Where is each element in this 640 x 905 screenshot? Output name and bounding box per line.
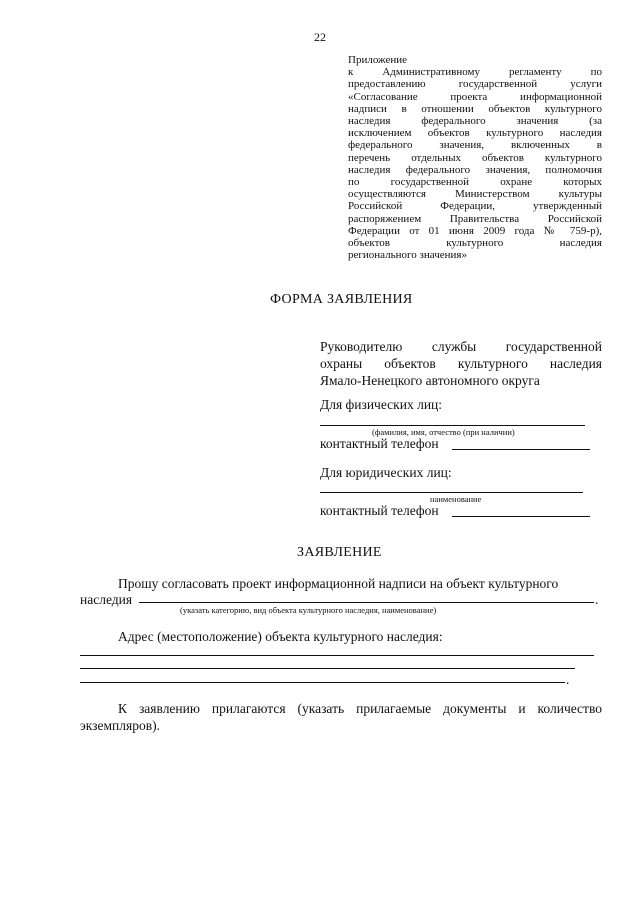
appendix-line: «Согласование проекта информационной	[348, 90, 602, 103]
legal-entity-phone-field[interactable]	[452, 516, 590, 517]
addressee-line: Ямало-Ненецкого автономного округа	[320, 373, 540, 388]
object-description-field[interactable]	[139, 602, 594, 603]
address-end-mark: .	[566, 672, 570, 687]
appendix-line: осуществляются Министерством культуры	[348, 188, 602, 201]
page-number: 22	[314, 30, 326, 44]
individual-name-field[interactable]	[320, 425, 585, 426]
individual-phone-field[interactable]	[452, 449, 590, 450]
address-field-line-2[interactable]	[80, 668, 575, 669]
appendix-line: наследия федерального значения, полномочия	[348, 163, 602, 176]
appendix-line: федерального значения, включенных в	[348, 139, 602, 152]
appendix-line: объектов культурного наследия	[348, 237, 602, 250]
individuals-label: Для физических лиц:	[320, 397, 443, 412]
addressee-line: охраны объектов культурного наследия	[320, 356, 602, 371]
appendix-line: Федерации от 01 июня 2009 года № 759-р),	[348, 224, 602, 237]
address-label: Адрес (местоположение) объекта культурного наследия:	[118, 629, 443, 644]
legal-entity-name-hint: наименование	[430, 494, 482, 504]
individual-name-hint: (фамилия, имя, отчество (при наличии)	[372, 427, 515, 437]
address-field-line-1[interactable]	[80, 655, 594, 656]
appendix-line: надписи в отношении объектов культурного	[348, 102, 602, 115]
attachments-line-1: К заявлению прилагаются (указать прилагаемые документы и количество	[118, 701, 602, 716]
appendix-line: распоряжением Правительства Российской	[348, 212, 602, 225]
legal-entities-label: Для юридических лиц:	[320, 465, 452, 480]
address-field-line-3[interactable]	[80, 682, 565, 683]
legal-entity-phone-label: контактный телефон	[320, 503, 439, 518]
addressee-line: Руководителю службы государственной	[320, 339, 602, 354]
appendix-note	[348, 54, 602, 261]
addressee-block	[320, 338, 602, 389]
appendix-line: исключением объектов культурного наследия	[348, 127, 602, 140]
request-line-1: Прошу согласовать проект информационной надписи на объект культурного	[118, 576, 559, 591]
attachments-line-2: экземпляров).	[80, 718, 160, 733]
appendix-line: наследия федерального значения (за	[348, 115, 602, 128]
attachments-paragraph	[80, 700, 602, 734]
request-line-2-prefix: наследия	[80, 592, 133, 607]
appendix-line: Российской Федерации, утвержденный	[348, 200, 602, 213]
object-description-hint: (указать категорию, вид объекта культурного наследия, наименование)	[180, 605, 437, 615]
appendix-line: регионального значения»	[348, 249, 467, 262]
request-line-2-suffix: .	[595, 592, 599, 607]
individual-phone-label: контактный телефон	[320, 436, 439, 451]
appendix-line: по государственной охране которых	[348, 176, 602, 189]
appendix-line: предоставлению государственной услуги	[348, 78, 602, 91]
appendix-line: перечень отдельных объектов культурного	[348, 151, 602, 164]
appendix-line: к Административному регламенту по	[348, 66, 602, 79]
statement-title: ЗАЯВЛЕНИЕ	[297, 545, 382, 560]
legal-entity-name-field[interactable]	[320, 492, 583, 493]
appendix-line: Приложение	[348, 54, 408, 66]
form-title: ФОРМА ЗАЯВЛЕНИЯ	[270, 292, 413, 307]
